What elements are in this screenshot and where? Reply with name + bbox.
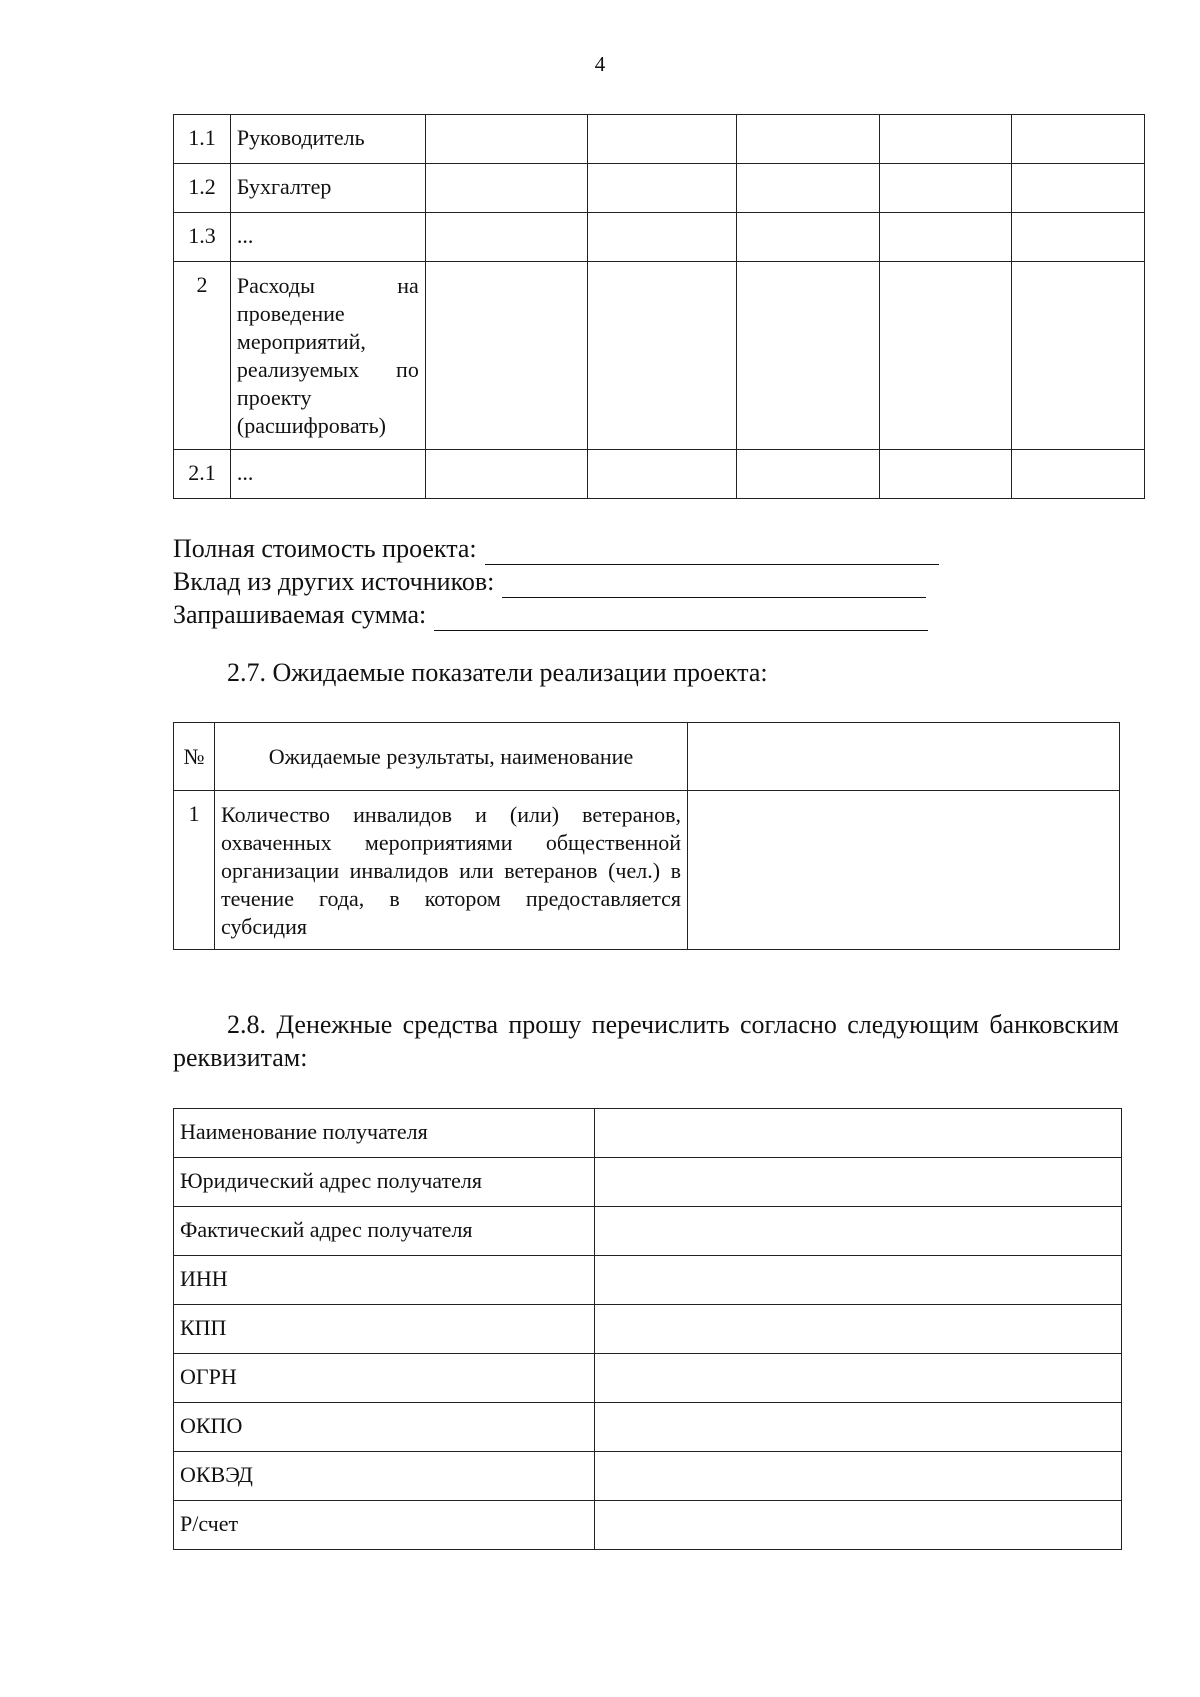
table-row: [174, 1109, 1122, 1158]
empty-cell[interactable]: [588, 262, 737, 450]
table-row: [174, 262, 1145, 450]
full-cost-label: Полная стоимость проекта:: [173, 534, 477, 563]
table-row: [174, 1501, 1122, 1550]
row-name-word: на: [397, 273, 419, 298]
bank-label: КПП: [174, 1305, 595, 1354]
table-row: [174, 450, 1145, 499]
row-name-line: мероприятий,: [236, 329, 366, 354]
empty-cell[interactable]: [425, 450, 588, 499]
table-row: [174, 164, 1145, 213]
table-row: [174, 1207, 1122, 1256]
row-name: ...: [230, 213, 425, 262]
bank-label: ОГРН: [174, 1354, 595, 1403]
bank-label: Юридический адрес получателя: [174, 1158, 595, 1207]
row-name: ...: [230, 450, 425, 499]
empty-cell[interactable]: [737, 115, 880, 164]
requested-amount-label: Запрашиваемая сумма:: [173, 600, 427, 629]
empty-cell[interactable]: [737, 164, 880, 213]
row-name: Бухгалтер: [230, 164, 425, 213]
table-row: [174, 1452, 1122, 1501]
bank-label: ИНН: [174, 1256, 595, 1305]
header-number: №: [174, 723, 215, 791]
row-name-line: [237, 272, 419, 300]
row-name-line: проекту: [236, 385, 312, 410]
row-number: 1.2: [174, 164, 231, 213]
empty-cell[interactable]: [425, 262, 588, 450]
empty-cell[interactable]: [1012, 213, 1145, 262]
table-header-row: [174, 723, 1120, 791]
row-number: 2: [174, 262, 231, 450]
bank-label: Наименование получателя: [174, 1109, 595, 1158]
section-2-7-heading: 2.7. Ожидаемые показатели реализации проекта:: [227, 658, 768, 687]
bank-value-cell[interactable]: [595, 1158, 1122, 1207]
requested-amount-blank[interactable]: [434, 604, 928, 631]
page-number: 4: [594, 52, 606, 76]
row-number: 1.1: [174, 115, 231, 164]
empty-cell[interactable]: [737, 213, 880, 262]
value-cell[interactable]: [688, 791, 1120, 950]
header-results: Ожидаемые результаты, наименование: [215, 723, 688, 791]
row-name-word: по: [396, 357, 419, 382]
row-number: 1: [174, 791, 215, 950]
full-cost-line: [173, 532, 939, 565]
requested-amount-line: [173, 598, 939, 631]
row-number: 2.1: [174, 450, 231, 499]
empty-cell[interactable]: [879, 213, 1012, 262]
table-row: [174, 1256, 1122, 1305]
row-name: [230, 262, 425, 450]
indicators-table: [173, 722, 1120, 950]
empty-cell[interactable]: [588, 164, 737, 213]
row-name-line: проведение: [236, 301, 345, 326]
empty-cell[interactable]: [425, 213, 588, 262]
bank-value-cell[interactable]: [595, 1452, 1122, 1501]
table-row: [174, 115, 1145, 164]
bank-value-cell[interactable]: [595, 1501, 1122, 1550]
table-row: [174, 1354, 1122, 1403]
empty-cell[interactable]: [425, 164, 588, 213]
table-row: [174, 1403, 1122, 1452]
empty-cell[interactable]: [425, 115, 588, 164]
empty-cell[interactable]: [737, 450, 880, 499]
bank-value-cell[interactable]: [595, 1354, 1122, 1403]
row-name-word: Расходы: [236, 273, 315, 298]
bank-label: ОКПО: [174, 1403, 595, 1452]
bank-value-cell[interactable]: [595, 1207, 1122, 1256]
bank-label: Р/счет: [174, 1501, 595, 1550]
empty-cell[interactable]: [1012, 115, 1145, 164]
table-row: [174, 1158, 1122, 1207]
bank-value-cell[interactable]: [595, 1305, 1122, 1354]
bank-details-table: [173, 1108, 1122, 1550]
row-name-line: [237, 356, 419, 384]
table-row: [174, 1305, 1122, 1354]
bank-label: ОКВЭД: [174, 1452, 595, 1501]
budget-table: [173, 114, 1145, 499]
full-cost-blank[interactable]: [485, 538, 939, 565]
bank-value-cell[interactable]: [595, 1256, 1122, 1305]
other-sources-line: [173, 565, 939, 598]
row-name-line: (расшифровать): [236, 413, 387, 438]
empty-cell[interactable]: [879, 115, 1012, 164]
bank-value-cell[interactable]: [595, 1403, 1122, 1452]
empty-cell[interactable]: [879, 450, 1012, 499]
empty-cell[interactable]: [737, 262, 880, 450]
bank-label: Фактический адрес получателя: [174, 1207, 595, 1256]
row-name-word: реализуемых: [236, 357, 360, 382]
row-description: Количество инвалидов и (или) ветеранов, охваченных мероприятиями общественной организации инвалидов или ветеранов (чел.) в течение года, в котором предоставляется субсидия: [215, 791, 688, 950]
cost-lines: [173, 532, 939, 631]
empty-cell[interactable]: [1012, 164, 1145, 213]
row-name: Руководитель: [230, 115, 425, 164]
empty-cell[interactable]: [588, 450, 737, 499]
row-number: 1.3: [174, 213, 231, 262]
other-sources-label: Вклад из других источников:: [173, 567, 495, 596]
bank-value-cell[interactable]: [595, 1109, 1122, 1158]
table-row: [174, 791, 1120, 950]
section-2-8-paragraph: 2.8. Денежные средства прошу перечислить согласно следующим банковским реквизитам:: [173, 1010, 1119, 1072]
empty-cell[interactable]: [879, 262, 1012, 450]
empty-cell[interactable]: [1012, 450, 1145, 499]
empty-cell[interactable]: [588, 213, 737, 262]
header-value: [688, 723, 1120, 791]
empty-cell[interactable]: [588, 115, 737, 164]
table-row: [174, 213, 1145, 262]
other-sources-blank[interactable]: [502, 571, 926, 598]
empty-cell[interactable]: [1012, 262, 1145, 450]
empty-cell[interactable]: [879, 164, 1012, 213]
